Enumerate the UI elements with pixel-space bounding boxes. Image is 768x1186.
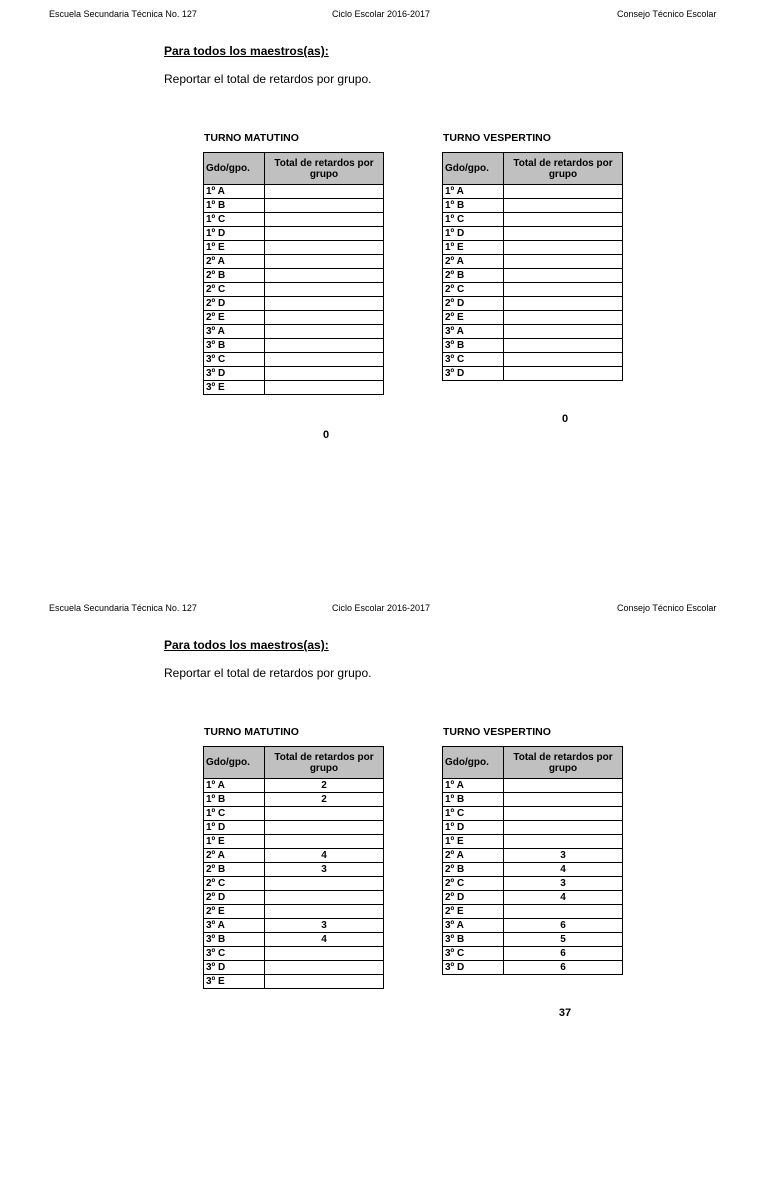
group-cell: 1º E: [204, 241, 265, 255]
column-header-total: Total de retardos por grupo: [265, 153, 384, 185]
group-cell: 2º B: [443, 269, 504, 283]
delay-count-cell[interactable]: [265, 283, 384, 297]
delay-count-cell[interactable]: [265, 227, 384, 241]
delay-count-cell[interactable]: [265, 807, 384, 821]
header-school: Escuela Secundaria Técnica No. 127: [49, 9, 197, 19]
group-cell: 3º A: [204, 919, 265, 933]
delay-count-cell[interactable]: 3: [504, 877, 623, 891]
table-row: [443, 241, 623, 255]
table-row: [204, 905, 384, 919]
delay-count-cell[interactable]: [265, 185, 384, 199]
group-cell: 2º A: [204, 849, 265, 863]
group-cell: 3º C: [443, 947, 504, 961]
delay-count-cell[interactable]: [504, 227, 623, 241]
table-row: [204, 269, 384, 283]
table-row: [443, 311, 623, 325]
table-row: [204, 339, 384, 353]
table-row: [443, 297, 623, 311]
delay-count-cell[interactable]: [265, 269, 384, 283]
group-cell: 1º A: [204, 779, 265, 793]
column-header-group: Gdo/gpo.: [204, 153, 265, 185]
table-row: [443, 255, 623, 269]
group-cell: 2º E: [204, 905, 265, 919]
delay-count-cell[interactable]: [504, 297, 623, 311]
shift-label-vespertino: TURNO VESPERTINO: [443, 726, 551, 738]
delay-count-cell[interactable]: [265, 199, 384, 213]
group-cell: 3º D: [443, 961, 504, 975]
column-header-group: Gdo/gpo.: [204, 747, 265, 779]
delay-count-cell[interactable]: [504, 793, 623, 807]
delay-count-cell[interactable]: [504, 213, 623, 227]
delay-count-cell[interactable]: [504, 835, 623, 849]
delay-count-cell[interactable]: 4: [265, 849, 384, 863]
header-cycle: Ciclo Escolar 2016-2017: [332, 603, 431, 613]
page-title: Para todos los maestros(as):: [164, 44, 329, 58]
table-row: [443, 353, 623, 367]
group-cell: 2º E: [443, 905, 504, 919]
group-cell: 3º C: [204, 947, 265, 961]
table-row: [443, 199, 623, 213]
table-row: [204, 863, 384, 877]
group-cell: 1º A: [443, 779, 504, 793]
table-row: [204, 849, 384, 863]
table-row: [443, 339, 623, 353]
table-row: [204, 891, 384, 905]
column-header-total: Total de retardos por grupo: [504, 153, 623, 185]
delay-count-cell[interactable]: 6: [504, 961, 623, 975]
delay-count-cell[interactable]: [265, 325, 384, 339]
delay-count-cell[interactable]: 4: [265, 933, 384, 947]
delay-count-cell[interactable]: [265, 311, 384, 325]
delay-count-cell[interactable]: [265, 835, 384, 849]
delay-count-cell[interactable]: 3: [265, 863, 384, 877]
document-page: [0, 0, 768, 592]
group-cell: 1º C: [204, 807, 265, 821]
table-row: [443, 863, 623, 877]
group-cell: 1º C: [443, 213, 504, 227]
delay-count-cell[interactable]: 3: [504, 849, 623, 863]
group-cell: 3º D: [443, 367, 504, 381]
table-row: [443, 367, 623, 381]
delay-count-cell[interactable]: 5: [504, 933, 623, 947]
table-row: [204, 381, 384, 395]
table-row: [204, 961, 384, 975]
group-cell: 2º B: [443, 863, 504, 877]
group-cell: 2º C: [204, 283, 265, 297]
shift-label-vespertino: TURNO VESPERTINO: [443, 132, 551, 144]
delay-count-cell[interactable]: [504, 367, 623, 381]
table-header-row: [443, 153, 623, 185]
group-cell: 1º C: [204, 213, 265, 227]
group-cell: 3º B: [443, 933, 504, 947]
table-row: [443, 919, 623, 933]
delay-count-cell[interactable]: 2: [265, 793, 384, 807]
delays-table-vespertino: [442, 746, 623, 975]
table-row: [443, 961, 623, 975]
group-cell: 2º C: [204, 877, 265, 891]
header-council: Consejo Técnico Escolar: [617, 9, 717, 19]
table-row: [204, 283, 384, 297]
delay-count-cell[interactable]: [265, 255, 384, 269]
page-header: [0, 9, 768, 28]
delay-count-cell[interactable]: [265, 891, 384, 905]
page-header: [0, 603, 768, 622]
group-cell: 1º A: [443, 185, 504, 199]
delay-count-cell[interactable]: [265, 241, 384, 255]
page-title: Para todos los maestros(as):: [164, 638, 329, 652]
delay-count-cell[interactable]: 6: [504, 919, 623, 933]
group-cell: 2º A: [443, 849, 504, 863]
group-cell: 1º E: [204, 835, 265, 849]
shift-label-matutino: TURNO MATUTINO: [204, 726, 299, 738]
group-cell: 2º B: [204, 863, 265, 877]
delay-count-cell[interactable]: [504, 199, 623, 213]
group-cell: 3º E: [204, 975, 265, 989]
group-cell: 2º B: [204, 269, 265, 283]
group-cell: 3º B: [204, 339, 265, 353]
table-header-row: [443, 747, 623, 779]
delay-count-cell[interactable]: [504, 807, 623, 821]
table-row: [204, 325, 384, 339]
delay-count-cell[interactable]: [504, 353, 623, 367]
group-cell: 3º A: [443, 325, 504, 339]
table-row: [443, 933, 623, 947]
table-row: [443, 269, 623, 283]
table-row: [204, 241, 384, 255]
delays-table-matutino: [203, 746, 384, 989]
delay-count-cell[interactable]: [504, 779, 623, 793]
table-row: [443, 835, 623, 849]
group-cell: 2º E: [443, 311, 504, 325]
group-cell: 2º C: [443, 877, 504, 891]
delays-table-matutino: [203, 152, 384, 395]
group-cell: 1º E: [443, 241, 504, 255]
table-row: [443, 905, 623, 919]
table-row: [204, 975, 384, 989]
delay-count-cell[interactable]: [504, 269, 623, 283]
table-row: [204, 213, 384, 227]
document-page: [0, 594, 768, 1186]
total-vespertino: 0: [561, 413, 569, 425]
group-cell: 3º A: [204, 325, 265, 339]
delay-count-cell[interactable]: [504, 325, 623, 339]
delay-count-cell[interactable]: [265, 339, 384, 353]
table-row: [204, 807, 384, 821]
table-row: [443, 891, 623, 905]
table-row: [443, 283, 623, 297]
group-cell: 2º D: [443, 891, 504, 905]
delay-count-cell[interactable]: 4: [504, 863, 623, 877]
table-row: [443, 779, 623, 793]
delay-count-cell[interactable]: [504, 185, 623, 199]
delay-count-cell[interactable]: 2: [265, 779, 384, 793]
table-row: [204, 877, 384, 891]
group-cell: 2º D: [204, 891, 265, 905]
delay-count-cell[interactable]: [504, 283, 623, 297]
header-cycle: Ciclo Escolar 2016-2017: [332, 9, 431, 19]
group-cell: 3º C: [443, 353, 504, 367]
column-header-total: Total de retardos por grupo: [265, 747, 384, 779]
group-cell: 3º A: [443, 919, 504, 933]
table-row: [204, 227, 384, 241]
table-row: [204, 353, 384, 367]
delay-count-cell[interactable]: 6: [504, 947, 623, 961]
group-cell: 1º A: [204, 185, 265, 199]
total-vespertino: 37: [558, 1007, 572, 1019]
header-school: Escuela Secundaria Técnica No. 127: [49, 603, 197, 613]
table-row: [443, 807, 623, 821]
group-cell: 1º C: [443, 807, 504, 821]
column-header-total: Total de retardos por grupo: [504, 747, 623, 779]
delay-count-cell[interactable]: [504, 905, 623, 919]
group-cell: 2º A: [443, 255, 504, 269]
table-row: [204, 919, 384, 933]
table-row: [204, 199, 384, 213]
table-row: [443, 213, 623, 227]
delay-count-cell[interactable]: [504, 339, 623, 353]
group-cell: 2º E: [204, 311, 265, 325]
table-header-row: [204, 153, 384, 185]
delay-count-cell[interactable]: 4: [504, 891, 623, 905]
shift-label-matutino: TURNO MATUTINO: [204, 132, 299, 144]
group-cell: 1º D: [204, 821, 265, 835]
table-row: [204, 367, 384, 381]
delay-count-cell[interactable]: [265, 381, 384, 395]
group-cell: 1º D: [443, 821, 504, 835]
group-cell: 3º D: [204, 367, 265, 381]
delay-count-cell[interactable]: [265, 877, 384, 891]
group-cell: 1º B: [204, 793, 265, 807]
group-cell: 1º D: [204, 227, 265, 241]
group-cell: 2º A: [204, 255, 265, 269]
table-row: [204, 793, 384, 807]
delay-count-cell[interactable]: [504, 311, 623, 325]
group-cell: 1º B: [204, 199, 265, 213]
table-row: [443, 793, 623, 807]
table-row: [204, 779, 384, 793]
delay-count-cell[interactable]: [504, 255, 623, 269]
header-council: Consejo Técnico Escolar: [617, 603, 717, 613]
table-header-row: [204, 747, 384, 779]
delay-count-cell[interactable]: [265, 297, 384, 311]
column-header-group: Gdo/gpo.: [443, 153, 504, 185]
table-row: [204, 297, 384, 311]
delay-count-cell[interactable]: [265, 961, 384, 975]
table-row: [204, 255, 384, 269]
delay-count-cell[interactable]: [504, 821, 623, 835]
group-cell: 2º C: [443, 283, 504, 297]
table-row: [204, 947, 384, 961]
delay-count-cell[interactable]: [265, 975, 384, 989]
group-cell: 3º E: [204, 381, 265, 395]
instruction-text: Reportar el total de retardos por grupo.: [164, 72, 372, 86]
table-row: [204, 933, 384, 947]
group-cell: 3º B: [204, 933, 265, 947]
column-header-group: Gdo/gpo.: [443, 747, 504, 779]
delay-count-cell[interactable]: [265, 213, 384, 227]
delay-count-cell[interactable]: [265, 353, 384, 367]
group-cell: 2º D: [443, 297, 504, 311]
group-cell: 1º D: [443, 227, 504, 241]
table-row: [204, 835, 384, 849]
group-cell: 3º C: [204, 353, 265, 367]
delay-count-cell[interactable]: [265, 367, 384, 381]
group-cell: 3º D: [204, 961, 265, 975]
delay-count-cell[interactable]: [265, 947, 384, 961]
group-cell: 3º B: [443, 339, 504, 353]
group-cell: 2º D: [204, 297, 265, 311]
total-matutino: 0: [322, 429, 330, 441]
table-row: [443, 877, 623, 891]
delays-table-vespertino: [442, 152, 623, 381]
table-row: [443, 821, 623, 835]
table-row: [443, 325, 623, 339]
table-row: [443, 947, 623, 961]
table-row: [204, 311, 384, 325]
delay-count-cell[interactable]: [265, 821, 384, 835]
table-row: [443, 227, 623, 241]
delay-count-cell[interactable]: 3: [265, 919, 384, 933]
instruction-text: Reportar el total de retardos por grupo.: [164, 666, 372, 680]
table-row: [204, 185, 384, 199]
delay-count-cell[interactable]: [265, 905, 384, 919]
table-row: [443, 849, 623, 863]
group-cell: 1º B: [443, 199, 504, 213]
delay-count-cell[interactable]: [504, 241, 623, 255]
group-cell: 1º E: [443, 835, 504, 849]
table-row: [204, 821, 384, 835]
group-cell: 1º B: [443, 793, 504, 807]
table-row: [443, 185, 623, 199]
